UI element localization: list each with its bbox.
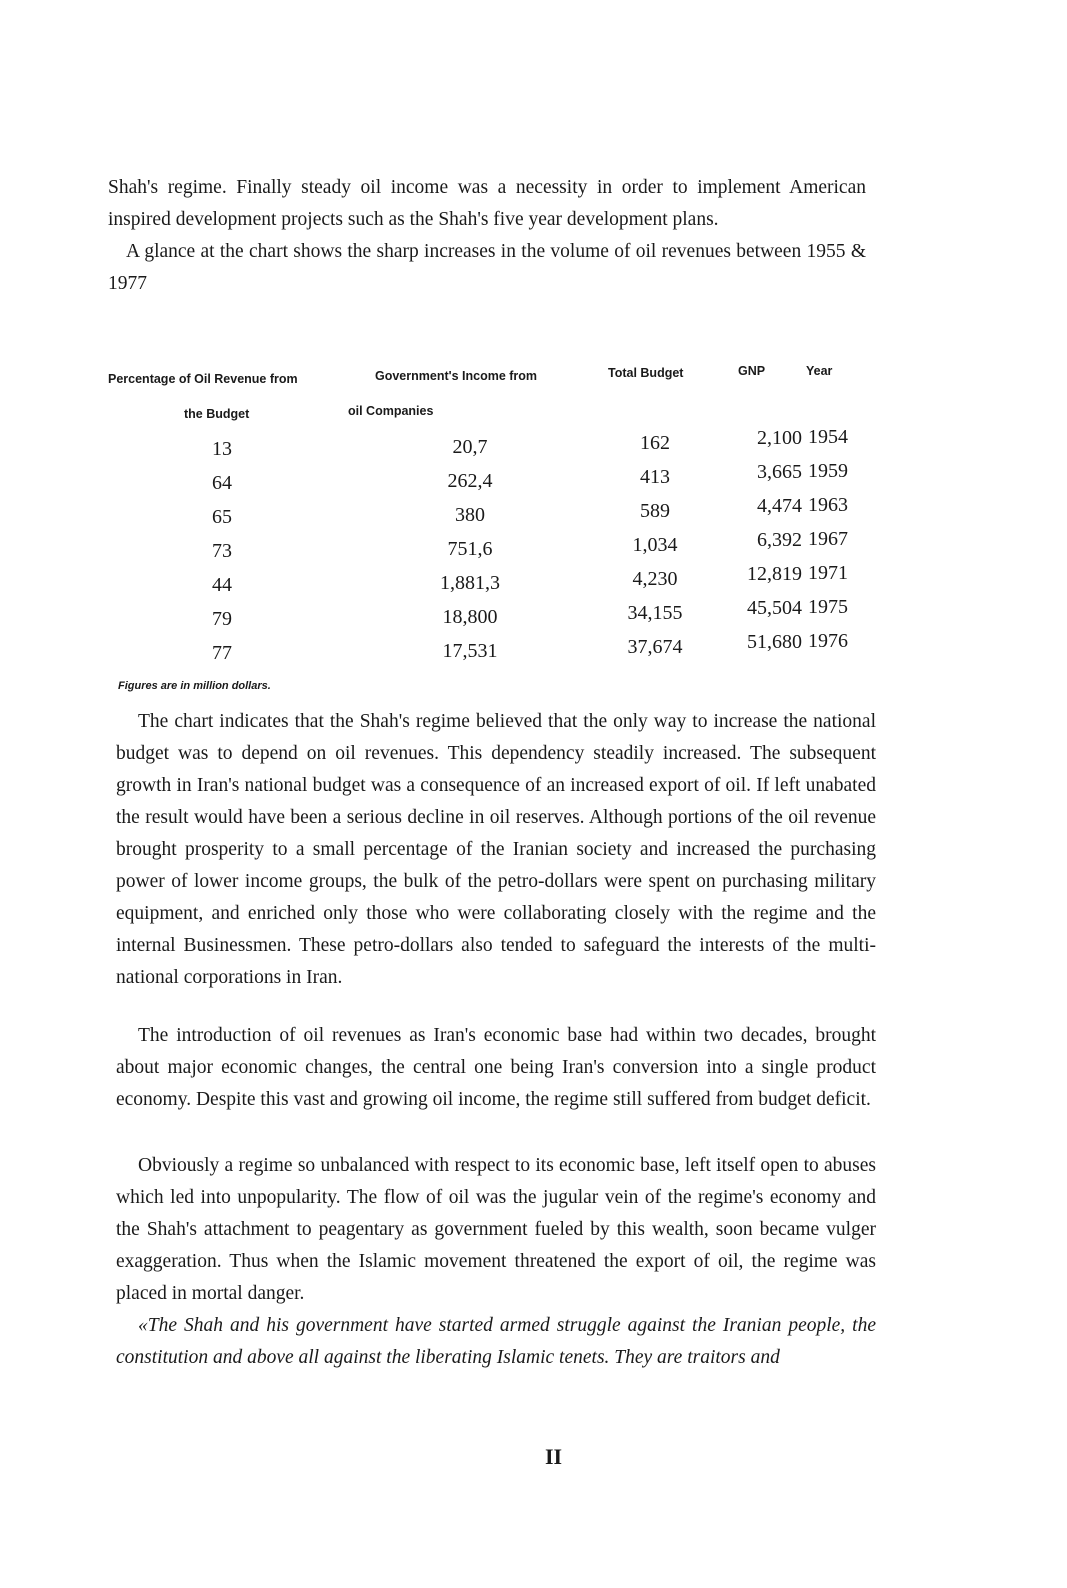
cell-total-budget: 413 [640, 466, 670, 488]
header-total-budget: Total Budget [608, 366, 684, 380]
header-percentage-line1: Percentage of Oil Revenue from [108, 372, 298, 386]
table-row [0, 630, 1067, 664]
cell-total-budget: 34,155 [627, 602, 683, 624]
cell-government-income: 17,531 [442, 640, 498, 662]
table-row [0, 460, 1067, 494]
chart-intro-text: A glance at the chart shows the sharp increases in the volume of oil revenues between 1955 & 1977 [108, 241, 866, 294]
cell-government-income: 20,7 [452, 436, 488, 458]
cell-gnp: 45,504 [747, 597, 802, 619]
header-gnp: GNP [738, 364, 766, 378]
table-row [0, 494, 1067, 528]
cell-government-income: 751,6 [447, 538, 493, 560]
cell-gnp: 12,819 [747, 563, 802, 585]
cell-year: 1959 [808, 460, 848, 482]
cell-percentage: 65 [212, 506, 232, 528]
cell-government-income: 18,800 [442, 606, 498, 628]
cell-percentage: 77 [212, 642, 232, 664]
cell-total-budget: 37,674 [627, 636, 683, 658]
cell-year: 1976 [808, 630, 848, 652]
header-government-income-line1: Government's Income from [375, 369, 538, 383]
cell-gnp: 2,100 [757, 427, 802, 449]
cell-percentage: 44 [212, 574, 232, 596]
header-percentage-line2: the Budget [184, 407, 250, 421]
intro-text: Shah's regime. Finally steady oil income was a necessity in order to implement American inspired development projects such as the Shah's five year development plans. [108, 177, 866, 230]
cell-total-budget: 162 [640, 432, 670, 454]
cell-gnp: 6,392 [757, 529, 802, 551]
cell-gnp: 4,474 [757, 495, 802, 517]
cell-year: 1954 [808, 426, 848, 448]
page-number: II [544, 1444, 563, 1469]
cell-gnp: 51,680 [747, 631, 802, 653]
cell-government-income: 262,4 [447, 470, 493, 492]
table-row [0, 528, 1067, 562]
cell-government-income: 380 [455, 504, 485, 526]
table-row [0, 596, 1067, 630]
cell-year: 1975 [808, 596, 848, 618]
cell-year: 1967 [808, 528, 848, 550]
cell-percentage: 79 [212, 608, 232, 630]
cell-total-budget: 4,230 [632, 568, 678, 590]
cell-total-budget: 1,034 [632, 534, 678, 556]
economic-base-paragraph: The introduction of oil revenues as Iran's economic base had within two decades, brought about major economic changes, the central one being Iran's conversion into a single product economy. Despite this vast and growing oil income, the regime still suffered from budget deficit. [116, 1025, 876, 1110]
cell-gnp: 3,665 [757, 461, 802, 483]
unbalanced-regime-paragraph: Obviously a regime so unbalanced with respect to its economic base, left itself open to abuses which led into unpopularity. The flow of oil was the jugular vein of the regime's economy and the Shah's attachment to peagentary as government fueled by this wealth, soon became vulger exaggeration. Thus when the Islamic movement threatened the export of oil, the regime was placed in mortal danger. [116, 1155, 876, 1304]
table-footnote: Figures are in million dollars. [118, 680, 271, 692]
table-row [0, 426, 1067, 460]
header-year: Year [806, 364, 833, 378]
cell-government-income: 1,881,3 [440, 572, 500, 594]
table-row [0, 562, 1067, 596]
analysis-paragraph: The chart indicates that the Shah's regime believed that the only way to increase the national budget was to depend on oil revenues. This dependency steadily increased. The subsequent growth in Iran's national budget was a consequence of an increased export of oil. If left unabated the result would have been a serious decline in oil reserves. Although portions of the oil revenue brought prosperity to a small percentage of the Iranian society and increased the purchasing power of lower income groups, the bulk of the petro-dollars were spent on purchasing military equipment, and enriched only those who were collaborating closely with the regime and the internal Businessmen. These petro-dollars also tended to safeguard the interests of the multi-national corporations in Iran. [116, 711, 876, 988]
quotation-paragraph: «The Shah and his government have started armed struggle against the Iranian people, the constitution and above all against the liberating Islamic tenets. They are traitors and [116, 1315, 876, 1368]
cell-year: 1963 [808, 494, 848, 516]
intro-paragraph [108, 172, 866, 300]
cell-percentage: 64 [212, 472, 232, 494]
cell-year: 1971 [808, 562, 848, 584]
cell-percentage: 73 [212, 540, 232, 562]
header-government-income-line2: oil Companies [348, 404, 434, 418]
cell-total-budget: 589 [640, 500, 670, 522]
cell-percentage: 13 [212, 438, 232, 460]
